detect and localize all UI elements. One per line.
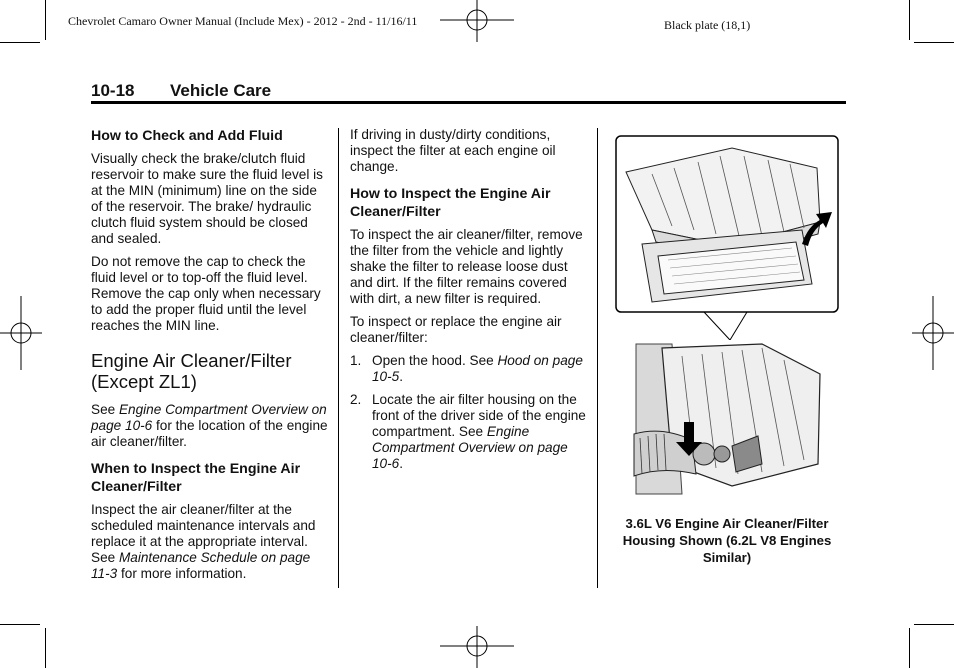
how-to-inspect-heading: How to Inspect the Engine Air Cleaner/Filter bbox=[350, 186, 551, 220]
step-item bbox=[350, 353, 588, 385]
crop-mark bbox=[914, 42, 954, 43]
see-text-end: for the location of the engine air cleaner/filter. bbox=[91, 418, 328, 449]
crop-mark bbox=[45, 0, 46, 40]
inspection-steps bbox=[350, 353, 588, 472]
how-to-inspect-paragraph-2: To inspect or replace the engine air cleaner/filter: bbox=[350, 314, 562, 345]
crop-mark bbox=[914, 624, 954, 625]
header-rule bbox=[91, 101, 846, 104]
how-to-inspect-paragraph-1: To inspect the air cleaner/filter, remove the filter from the vehicle and lightly shake the filter to release loose dust and dirt. If the filter remains covered with dirt, a new filter is required. bbox=[350, 227, 583, 306]
registration-mark-right bbox=[912, 296, 954, 370]
step-text-end: . bbox=[399, 456, 403, 471]
section-title: Vehicle Care bbox=[170, 81, 272, 100]
dusty-conditions-paragraph: If driving in dusty/dirty conditions, inspect the filter at each engine oil change. bbox=[350, 127, 556, 174]
step-item bbox=[350, 392, 588, 472]
when-to-inspect-paragraph bbox=[91, 502, 331, 582]
air-cleaner-see-paragraph bbox=[91, 402, 331, 450]
maintenance-schedule-link[interactable]: Maintenance Schedule on page 11-3 bbox=[91, 550, 311, 581]
registration-mark-left bbox=[0, 296, 42, 370]
when-text: Inspect the air cleaner/filter at the scheduled maintenance intervals and replace it at the appropriate interval. See bbox=[91, 502, 316, 565]
registration-mark-bottom bbox=[440, 626, 514, 668]
check-fluid-heading: How to Check and Add Fluid bbox=[91, 128, 283, 144]
registration-mark-top bbox=[440, 0, 514, 42]
crop-mark bbox=[0, 624, 40, 625]
column-divider bbox=[597, 128, 598, 588]
crop-mark bbox=[45, 628, 46, 668]
column-divider bbox=[338, 128, 339, 588]
step-text: Open the hood. See bbox=[372, 353, 498, 368]
air-cleaner-heading: Engine Air Cleaner/Filter (Except ZL1) bbox=[91, 350, 292, 392]
check-fluid-paragraph-1: Visually check the brake/clutch fluid reservoir to make sure the fluid level is at the MIN (minimum) line on the side of the reservoir. The brake/ hydraulic clutch fluid system should be closed and sealed. bbox=[91, 151, 323, 246]
plate-number: Black plate (18,1) bbox=[664, 18, 751, 32]
page-number: 10-18 bbox=[91, 81, 135, 100]
check-fluid-paragraph-2: Do not remove the cap to check the fluid level or to top-off the fluid level. Remove the cap only when necessary to add the proper fluid until the level reaches the MIN line. bbox=[91, 254, 321, 333]
figure-caption: 3.6L V6 Engine Air Cleaner/Filter Housing Shown (6.2L V8 Engines Similar) bbox=[622, 516, 832, 565]
when-to-inspect-heading: When to Inspect the Engine Air Cleaner/Filter bbox=[91, 461, 301, 495]
engine-compartment-link[interactable]: Engine Compartment Overview on page 10-6 bbox=[91, 402, 327, 433]
step-text: Locate the air filter housing on the front of the driver side of the engine compartment. See bbox=[372, 392, 586, 439]
hood-link[interactable]: Hood on page 10-5 bbox=[372, 353, 583, 384]
plate-info: Chevrolet Camaro Owner Manual (Include Mex) - 2012 - 2nd - 11/16/11 bbox=[68, 14, 418, 28]
when-text-end: for more information. bbox=[117, 566, 247, 581]
crop-mark bbox=[909, 0, 910, 40]
engine-compartment-link[interactable]: Engine Compartment Overview on page 10-6 bbox=[372, 424, 568, 471]
see-text: See bbox=[91, 402, 119, 417]
crop-mark bbox=[909, 628, 910, 668]
crop-mark bbox=[0, 42, 40, 43]
step-number: 1. bbox=[350, 353, 362, 368]
column-1 bbox=[91, 127, 331, 589]
step-text-end: . bbox=[399, 369, 403, 384]
column-2 bbox=[350, 127, 588, 479]
step-number: 2. bbox=[350, 392, 362, 407]
air-cleaner-illustration bbox=[612, 134, 842, 500]
engine-bay-drawing bbox=[634, 340, 820, 496]
